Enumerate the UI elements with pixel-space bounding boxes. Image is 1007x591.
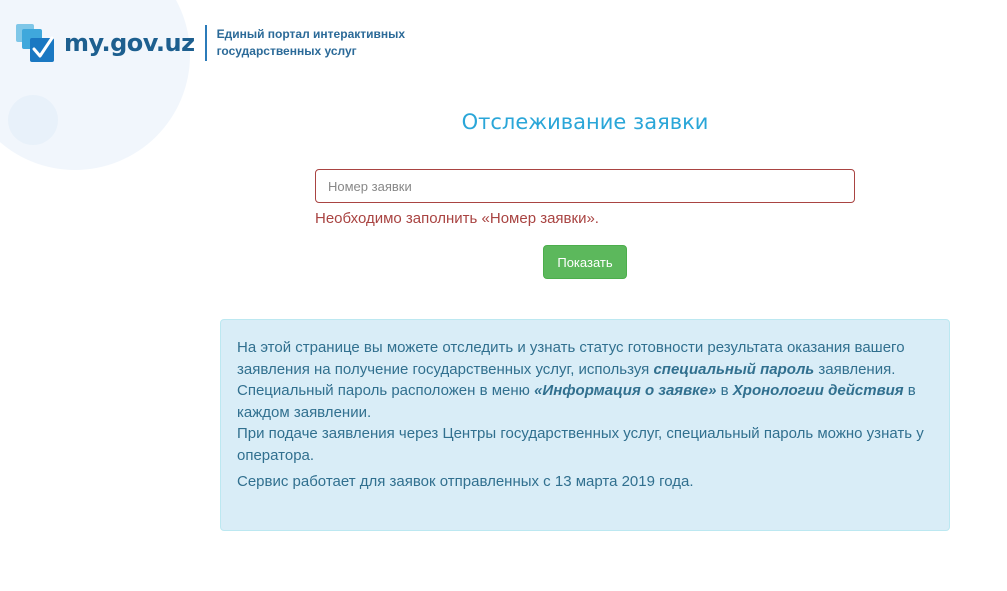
logo-subtitle-line2: государственных услуг [216,44,357,58]
info-paragraph: Сервис работает для заявок отправленных с 13 марта 2019 года. [237,473,694,490]
info-paragraph: На этой странице вы можете отследить и узнать статус готовности результата оказания вашего заявления на получение государственных услуг, используя специальный пароль заявления. [237,339,905,378]
info-paragraph: При подаче заявления через Центры государственных услуг, специальный пароль можно узнать у оператора. [237,425,924,464]
info-paragraph: Специальный пароль расположен в меню «Информация о заявке» в Хронологии действия в каждом заявлении. [237,382,916,421]
show-button[interactable]: Показать [543,245,627,279]
application-number-input[interactable] [315,169,855,203]
special-password-emphasis: специальный пароль [653,360,815,378]
menu-name-emphasis: «Информация о заявке» [534,382,717,399]
logo-check-icon[interactable] [14,22,56,64]
site-header [14,18,405,68]
history-emphasis: Хронологии действия [732,382,904,399]
background-decoration [8,95,58,145]
logo-text[interactable]: my.gov.uz [64,29,195,57]
page-title: Отслеживание заявки [461,110,709,134]
checkmark-icon [14,22,56,64]
logo-subtitle-line1: Единый портал интерактивных [216,27,406,41]
info-box [220,319,950,531]
validation-error: Необходимо заполнить «Номер заявки». [315,210,599,227]
logo-subtitle [217,26,405,60]
logo-divider [205,25,207,61]
